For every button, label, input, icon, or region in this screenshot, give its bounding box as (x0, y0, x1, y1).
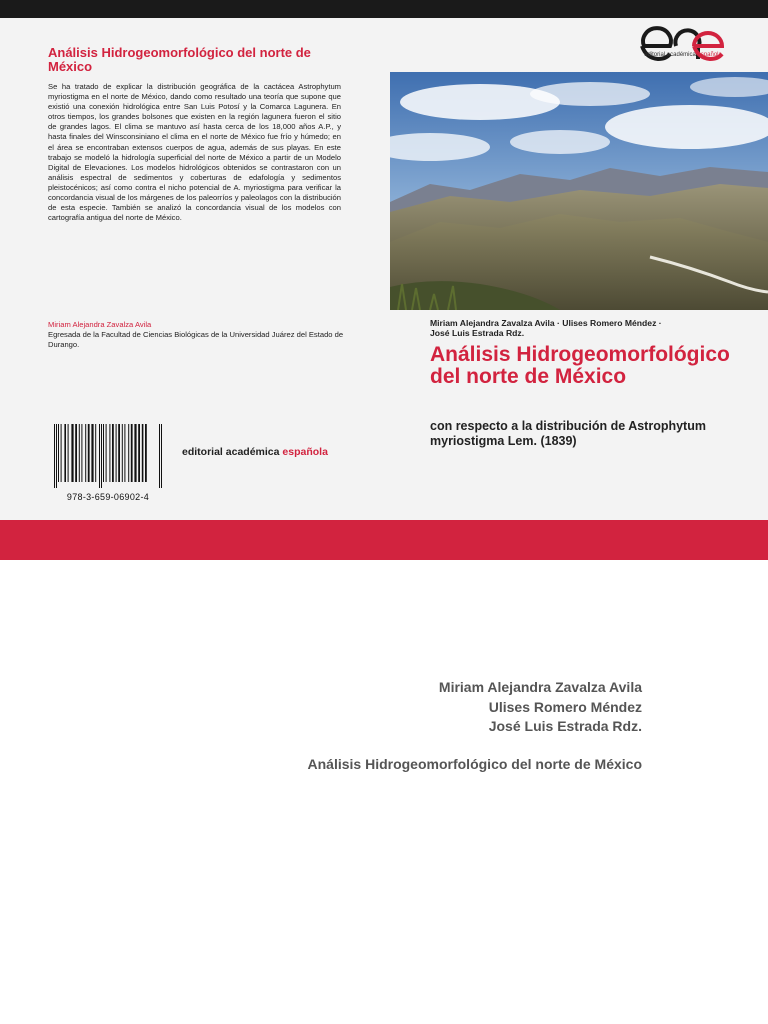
logo-caption-accent: española (697, 52, 722, 58)
back-publisher-name (182, 446, 328, 458)
logo-caption-prefix: editorial académica (644, 52, 698, 58)
back-publisher-accent: española (282, 446, 328, 458)
back-cover-abstract: Se ha tratado de explicar la distribución geográfica de la cactácea Astrophytum myriostigma en el norte de México, dando como resultado una teoría que supone que existió una conexión hidrológica entre San Luis Potosí y la Comarca Lagunera. En otros tiempos, los grandes bolsones que existen en la región lagunera fueron el sitio de grandes lagos. El clima se mantuvo así hasta cerca de los 18,000 años A.P., y hasta finales del Winsconsiniano el clima en el norte de México fue frío y húmedo; en el área se encontraban extensos cuerpos de agua, además de sus playas. En este trabajo se modeló la hidrología superficial del norte de México a partir de un Modelo Digital de Elevaciones. Los modelos hidrológicos obtenidos se contrastaron con un análisis espectral de sedimentos y coberturas de edafología y sedimentos pleistocénicos; así como contra el nicho potencial de A. myriostigma para verificar la concordancia visual de los márgenes de los paleorríos y paleolagos con la distribución de esta especie. También se analizó la concordancia visual de los modelos con cartografía antigua del norte de México. (48, 82, 341, 223)
front-authors-line2: José Luis Estrada Rdz. (430, 328, 525, 338)
front-authors-line1: Miriam Alejandra Zavalza Avila · Ulises Romero Méndez · (430, 318, 662, 328)
front-cover-subtitle: con respecto a la distribución de Astrophytum myriostigma Lem. (1839) (430, 419, 706, 448)
title-page-author-3: José Luis Estrada Rdz. (488, 718, 642, 734)
isbn-barcode (48, 420, 168, 502)
eae-logo-icon (636, 22, 728, 66)
title-page-author-1: Miriam Alejandra Zavalza Avila (438, 679, 642, 695)
front-authors (430, 318, 760, 338)
title-page-authors (300, 678, 642, 737)
title-page-title: Análisis Hidrogeomorfológico del norte de México (307, 756, 642, 772)
back-author-bio: Egresada de la Facultad de Ciencias Biológicas de la Universidad Juárez del Estado de Durango. (48, 330, 344, 349)
landscape-photo (390, 72, 768, 310)
top-dark-bar (0, 0, 768, 18)
front-cover-title: Análisis Hidrogeomorfológico del norte de México (430, 343, 730, 388)
back-publisher-prefix: editorial académica (182, 446, 283, 458)
back-author-name: Miriam Alejandra Zavalza Avila (48, 320, 152, 329)
logo-caption (620, 52, 746, 58)
red-band (0, 520, 768, 560)
title-page-author-2: Ulises Romero Méndez (488, 698, 642, 715)
landscape-photo-icon (390, 72, 768, 310)
back-cover-title: Análisis Hidrogeomorfológico del norte de México (48, 45, 311, 74)
barcode-icon (52, 424, 164, 488)
isbn-number: 978-3-659-06902-4 (66, 492, 150, 502)
